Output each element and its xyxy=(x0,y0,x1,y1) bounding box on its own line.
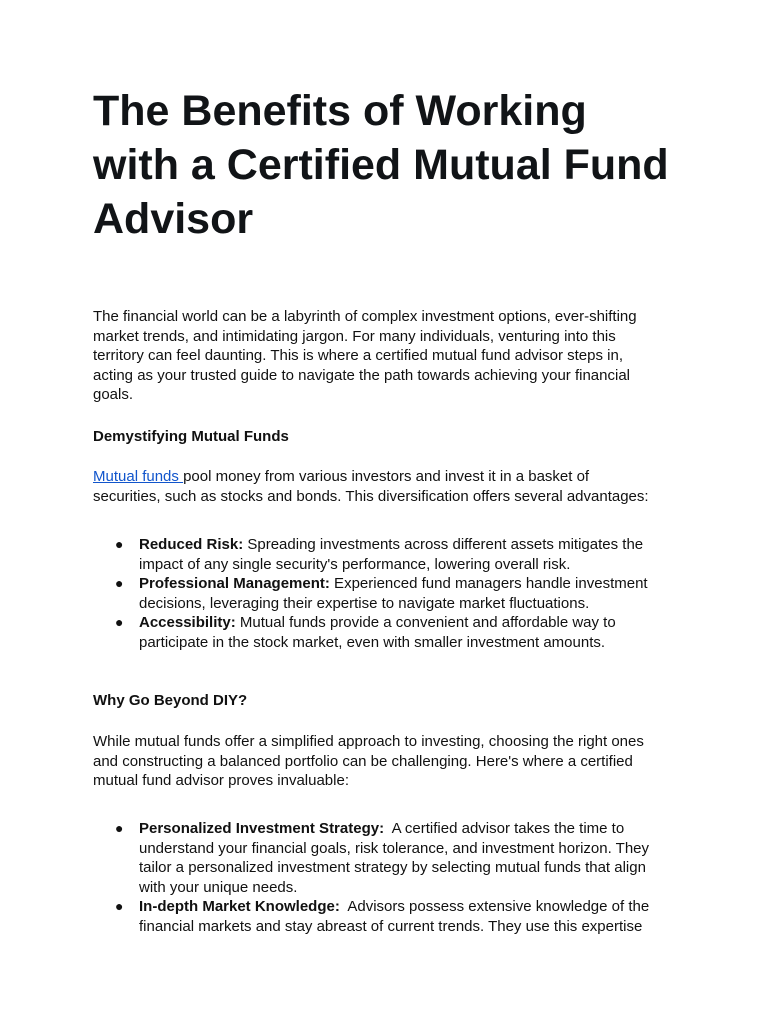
advisor-benefits-list xyxy=(115,819,699,937)
list-item-term: Accessibility: xyxy=(139,614,236,632)
list-item-line xyxy=(139,574,699,594)
intro-paragraph xyxy=(93,307,693,405)
paragraph-line: While mutual funds offer a simplified approach to investing, choosing the right ones xyxy=(93,733,644,750)
title-line: The Benefits of Working xyxy=(93,87,587,135)
list-item-line: impact of any single security's performance, lowering overall risk. xyxy=(139,555,571,573)
bullet-icon: ● xyxy=(115,536,124,552)
list-item-line xyxy=(139,535,699,555)
title-line: Advisor xyxy=(93,195,254,243)
list-item-text: Mutual funds provide a convenient and affordable way to xyxy=(235,614,616,632)
list-item-text: Spreading investments across different assets mitigates the xyxy=(243,536,644,553)
list-item-term: Personalized Investment Strategy: xyxy=(139,820,385,837)
intro-line: goals. xyxy=(93,386,134,404)
list-item-line: participate in the stock market, even with smaller investment amounts. xyxy=(139,633,606,651)
mutual-funds-link[interactable]: Mutual funds xyxy=(93,468,184,485)
paragraph-text: pool money from various investors and invest it in a basket of xyxy=(183,468,590,485)
advantages-list xyxy=(115,535,699,653)
list-item-text: Experienced fund managers handle investment xyxy=(329,575,648,593)
list-item xyxy=(115,574,699,613)
paragraph-line: mutual fund advisor proves invaluable: xyxy=(93,772,349,790)
list-item-text: Advisors possess extensive knowledge of the xyxy=(339,898,650,916)
intro-line: The financial world can be a labyrinth of complex investment options, ever-shifting xyxy=(93,308,637,325)
intro-line: acting as your trusted guide to navigate the path towards achieving your financial xyxy=(93,366,630,384)
list-item-line: with your unique needs. xyxy=(139,878,298,896)
list-item-line: tailor a personalized investment strategy by selecting mutual funds that align xyxy=(139,859,646,877)
list-item xyxy=(115,613,699,652)
list-item xyxy=(115,819,699,897)
bullet-icon: ● xyxy=(115,575,124,592)
list-item-line: financial markets and stay abreast of current trends. They use this expertise xyxy=(139,917,643,935)
list-item-line xyxy=(139,819,699,839)
title-line: with a Certified Mutual Fund xyxy=(93,141,669,189)
paragraph-line: securities, such as stocks and bonds. This diversification offers several advantages: xyxy=(93,487,649,505)
section-heading-why-diy: Why Go Beyond DIY? xyxy=(93,692,248,709)
document-title xyxy=(93,84,713,246)
list-item-term: Professional Management: xyxy=(139,575,330,593)
paragraph-line: and constructing a balanced portfolio can be challenging. Here's where a certified xyxy=(93,752,633,770)
list-item-term: In-depth Market Knowledge: xyxy=(139,898,340,916)
paragraph-line xyxy=(93,467,693,487)
list-item-line: understand your financial goals, risk tolerance, and investment horizon. They xyxy=(139,839,650,857)
list-item-text: A certified advisor takes the time to xyxy=(384,820,625,837)
list-item xyxy=(115,897,699,936)
bullet-icon: ● xyxy=(115,898,124,915)
mutual-funds-paragraph xyxy=(93,467,693,506)
intro-line: market trends, and intimidating jargon. For many individuals, venturing into this xyxy=(93,327,616,345)
list-item-line xyxy=(139,613,699,633)
bullet-icon: ● xyxy=(115,614,124,631)
section-heading-demystifying: Demystifying Mutual Funds xyxy=(93,428,289,445)
list-item-term: Reduced Risk: xyxy=(139,536,244,553)
list-item-line: decisions, leveraging their expertise to navigate market fluctuations. xyxy=(139,594,590,612)
intro-line: territory can feel daunting. This is where a certified mutual fund advisor steps in, xyxy=(93,347,623,365)
bullet-icon: ● xyxy=(115,820,124,836)
list-item xyxy=(115,535,699,574)
list-item-line xyxy=(139,897,699,917)
why-diy-paragraph xyxy=(93,732,693,791)
